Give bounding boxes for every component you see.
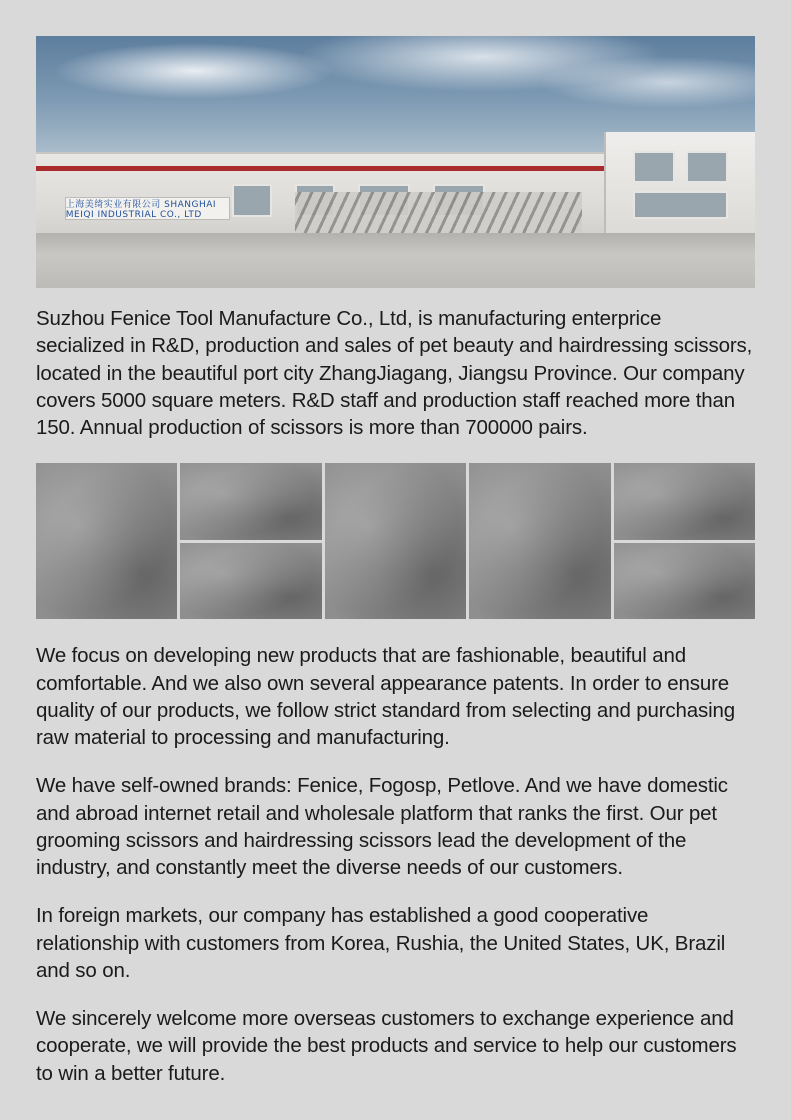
production-process-photo-collage bbox=[36, 463, 755, 622]
photo-precision-machining bbox=[469, 463, 610, 619]
window bbox=[633, 191, 728, 219]
paragraph-products: We focus on developing new products that are fashionable, beautiful and comfortable. And we also own several appearance patents. In order to ensure quality of our products, we follow strict standard from selecting and purchasing raw material to processing and manufacturing. bbox=[36, 644, 736, 749]
photo-grinding-machine bbox=[36, 463, 177, 619]
paragraph-welcome: We sincerely welcome more overseas customers to exchange experience and cooperate, we will provide the best products and service to help our customers to win a better future. bbox=[36, 1007, 737, 1085]
body-text-block bbox=[36, 642, 755, 1087]
company-signboard: 上海美绮实业有限公司 SHANGHAI MEIQI INDUSTRIAL CO., LTD bbox=[65, 197, 230, 220]
side-office-building bbox=[604, 132, 755, 238]
intro-paragraph: Suzhou Fenice Tool Manufacture Co., Ltd, is manufacturing enterprice secialized in R&D, production and sales of pet beauty and hairdressing scissors, located in the beautiful port city ZhangJiagang, Jiangsu Province. Our company covers 5000 square meters. R&D staff and production staff reached more than 150. Annual production of scissors is more than 700000 pairs. bbox=[36, 307, 753, 439]
retractable-gate bbox=[295, 192, 583, 237]
photo-worker-at-bench bbox=[614, 543, 755, 620]
photo-machine-row bbox=[325, 463, 466, 619]
factory-exterior-photo bbox=[36, 36, 755, 288]
photo-assembly-line bbox=[180, 543, 321, 620]
window bbox=[232, 184, 272, 217]
paragraph-brands: We have self-owned brands: Fenice, Fogosp, Petlove. And we have domestic and abroad internet retail and wholesale platform that ranks the first. Our pet grooming scissors and hairdressing scissors lead the development of the industry, and constantly meet the diverse needs of our customers. bbox=[36, 774, 728, 879]
photo-worker-inspecting-blade bbox=[180, 463, 321, 540]
ground-region bbox=[36, 233, 755, 288]
paragraph-markets: In foreign markets, our company has established a good cooperative relationship with customers from Korea, Rushia, the United States, UK, Brazil and so on. bbox=[36, 904, 726, 982]
window bbox=[686, 151, 728, 183]
photo-hand-polishing bbox=[614, 463, 755, 540]
window bbox=[633, 151, 675, 183]
